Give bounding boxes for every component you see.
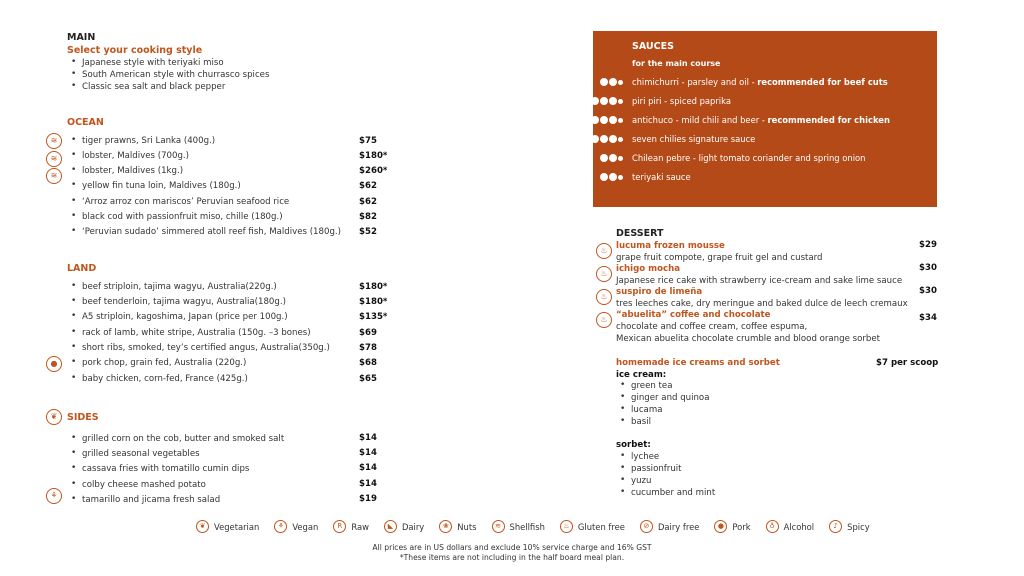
- sauce-text: Chilean pebre - light tomato coriander and spring onion: [632, 153, 866, 163]
- land-item-name: • pork chop, grain fed, Australia (220g.): [82, 358, 246, 368]
- ocean-item-price: $52: [359, 227, 377, 237]
- sorbet-flavor: • yuzu: [631, 476, 652, 486]
- sauce-text: seven chilies signature sauce: [632, 134, 756, 144]
- dessert-item-name: ichigo mocha: [616, 264, 681, 274]
- land-item-price: $68: [359, 358, 377, 368]
- land-item-name: • beef striploin, tajima wagyu, Australia(220g.): [82, 282, 277, 292]
- land-item-price: $65: [359, 374, 377, 384]
- sides-title: SIDES: [67, 412, 99, 423]
- sauce-item: [593, 115, 937, 127]
- land-item-name: • short ribs, smoked, tey’s certified angus, Australia(350g.): [82, 343, 330, 353]
- sauce-recommendation: recommended for chicken: [767, 115, 890, 125]
- sauce-item: [593, 172, 937, 184]
- dessert-item-name: suspiro de limeña: [616, 287, 703, 297]
- ocean-item-price: $180*: [359, 151, 388, 161]
- cooking-style-item: • Japanese style with teriyaki miso: [82, 58, 224, 68]
- icecream-flavor: • lucama: [631, 405, 662, 415]
- land-item-price: $180*: [359, 297, 388, 307]
- cheese-icon: ◣: [384, 520, 397, 533]
- legend-item-vegan: ⚘ Vegan: [274, 520, 318, 533]
- icecream-flavor: • basil: [631, 417, 651, 427]
- meal-plan-note: *These items are not including in the half board meal plan.: [399, 553, 625, 562]
- icecream-price: $7 per scoop: [876, 358, 939, 368]
- sauce-text: teriyaki sauce: [632, 172, 691, 182]
- leaf-icon: ❦: [196, 520, 209, 533]
- legend-item-dairy: ◣ Dairy: [384, 520, 424, 533]
- allergen-icons: [600, 154, 623, 162]
- price-disclaimer: All prices are in US dollars and exclude 10% service charge and 16% GST: [372, 543, 652, 552]
- allergen-icons: [591, 116, 623, 124]
- sides-item-name: • cassava fries with tomatillo cumin dips: [82, 464, 249, 474]
- sauce-item: [593, 134, 937, 146]
- dessert-item-price: $34: [919, 313, 937, 323]
- dairy-free-icon: ⊘: [640, 520, 653, 533]
- sorbet-flavor: • passionfruit: [631, 464, 682, 474]
- allergen-icons: [600, 78, 623, 86]
- dessert-item-desc: tres leeches cake, dry meringue and baked dulce de leech cremaux: [616, 299, 908, 309]
- land-item-price: $78: [359, 343, 377, 353]
- dessert-item-desc: Mexican abuelita chocolate crumble and blood orange sorbet: [616, 334, 880, 344]
- cooking-style-item: • South American style with churrasco spices: [82, 70, 269, 80]
- chili-icon: ♪: [829, 520, 842, 533]
- dessert-item-price: $29: [919, 240, 937, 250]
- icecream-flavor: • green tea: [631, 381, 672, 391]
- sauce-text: piri piri - spiced paprika: [632, 96, 731, 106]
- ocean-item-price: $62: [359, 197, 377, 207]
- pork-icon: ●: [714, 520, 727, 533]
- shell-icon: ≋: [46, 151, 62, 167]
- ocean-item-name: • lobster, Maldives (700g.): [82, 151, 189, 161]
- ocean-item-name: • yellow fin tuna loin, Maldives (180g.): [82, 181, 241, 191]
- ocean-item-price: $82: [359, 212, 377, 222]
- legend-item-shellfish: ≋ Shellfish: [492, 520, 545, 533]
- gluten-free-icon: ♨: [596, 312, 612, 328]
- ocean-item-price: $62: [359, 181, 377, 191]
- shell-icon: ≋: [492, 520, 505, 533]
- dessert-item-desc: grape fruit compote, grape fruit gel and custard: [616, 253, 823, 263]
- sprout-icon: ⚘: [274, 520, 287, 533]
- sauces-title: SAUCES: [632, 41, 674, 52]
- land-item-name: • baby chicken, corn-fed, France (425g.): [82, 374, 248, 384]
- allergen-icons: [600, 173, 623, 181]
- gluten-free-icon: ♨: [560, 520, 573, 533]
- icecream-flavor: • ginger and quinoa: [631, 393, 709, 403]
- dessert-item-price: $30: [919, 263, 937, 273]
- allergen-icons: [591, 135, 623, 143]
- shell-icon: ≋: [46, 168, 62, 184]
- dessert-item-desc: chocolate and coffee cream, coffee espuma,: [616, 322, 808, 332]
- leaf-icon: ❦: [46, 409, 62, 425]
- dessert-item-name: lucuma frozen mousse: [616, 241, 725, 251]
- legend-item-alcohol: ♁ Alcohol: [766, 520, 815, 533]
- sides-item-name: • grilled seasonal vegetables: [82, 449, 200, 459]
- sides-item-name: • grilled corn on the cob, butter and smoked salt: [82, 434, 284, 444]
- legend-item-raw: R Raw: [333, 520, 369, 533]
- land-item-price: $69: [359, 328, 377, 338]
- legend-item-vegetarian: ❦ Vegetarian: [196, 520, 259, 533]
- land-item-name: • A5 striploin, kagoshima, Japan (price per 100g.): [82, 312, 288, 322]
- cooking-style-item: • Classic sea salt and black pepper: [82, 82, 225, 92]
- sorbet-flavor: • cucumber and mint: [631, 488, 715, 498]
- allergen-icons: [591, 97, 623, 105]
- ocean-item-price: $75: [359, 136, 377, 146]
- dietary-legend: [196, 520, 880, 533]
- dessert-item-price: $30: [919, 286, 937, 296]
- nut-icon: ❀: [439, 520, 452, 533]
- shell-icon: ≋: [46, 133, 62, 149]
- ocean-item-price: $260*: [359, 166, 388, 176]
- legend-item-spicy: ♪ Spicy: [829, 520, 870, 533]
- sauce-item: [593, 77, 937, 89]
- legend-item-gluten-free: ♨ Gluten free: [560, 520, 625, 533]
- sorbet-label: sorbet:: [616, 440, 651, 450]
- sides-item-name: • colby cheese mashed potato: [82, 480, 206, 490]
- raw-icon: R: [333, 520, 346, 533]
- icecream-title: homemade ice creams and sorbet: [616, 358, 780, 368]
- pork-icon: ●: [46, 356, 62, 372]
- ocean-item-name: • ‘Peruvian sudado’ simmered atoll reef fish, Maldives (180g.): [82, 227, 341, 237]
- sauce-item: [593, 96, 937, 108]
- sauces-panel: [593, 31, 937, 207]
- ocean-item-name: • ‘Arroz arroz con mariscos’ Peruvian seafood rice: [82, 197, 289, 207]
- land-item-name: • beef tenderloin, tajima wagyu, Australia(180g.): [82, 297, 286, 307]
- land-title: LAND: [67, 263, 97, 274]
- sprout-icon: ⚘: [46, 488, 62, 504]
- gluten-free-icon: ♨: [596, 266, 612, 282]
- ocean-item-name: • lobster, Maldives (1kg.): [82, 166, 183, 176]
- gluten-free-icon: ♨: [596, 243, 612, 259]
- bottle-icon: ♁: [766, 520, 779, 533]
- ocean-title: OCEAN: [67, 117, 104, 128]
- dessert-item-desc: Japanese rice cake with strawberry ice-cream and sake lime sauce: [616, 276, 903, 286]
- sides-item-price: $14: [359, 433, 377, 443]
- main-title: MAIN: [67, 32, 96, 43]
- icecream-label: ice cream:: [616, 370, 667, 380]
- legend-item-pork: ● Pork: [714, 520, 750, 533]
- legend-item-dairy-free: ⊘ Dairy free: [640, 520, 699, 533]
- gluten-free-icon: ♨: [596, 289, 612, 305]
- sides-item-price: $14: [359, 479, 377, 489]
- sauces-subtitle: for the main course: [632, 59, 721, 68]
- dessert-item-name: “abuelita” coffee and chocolate: [616, 310, 771, 320]
- ocean-item-name: • black cod with passionfruit miso, chille (180g.): [82, 212, 283, 222]
- ocean-item-name: • tiger prawns, Sri Lanka (400g.): [82, 136, 215, 146]
- legend-item-nuts: ❀ Nuts: [439, 520, 476, 533]
- sides-item-price: $19: [359, 494, 377, 504]
- sorbet-flavor: • lychee: [631, 452, 659, 462]
- sides-item-price: $14: [359, 463, 377, 473]
- land-item-price: $180*: [359, 282, 388, 292]
- sauce-text: chimichurri - parsley and oil -: [632, 77, 758, 87]
- cooking-style-title: Select your cooking style: [67, 45, 203, 56]
- sauce-recommendation: recommended for beef cuts: [757, 77, 888, 87]
- dessert-title: DESSERT: [616, 228, 664, 239]
- sides-item-price: $14: [359, 448, 377, 458]
- land-item-price: $135*: [359, 312, 388, 322]
- sides-item-name: • tamarillo and jicama fresh salad: [82, 495, 220, 505]
- land-item-name: • rack of lamb, white stripe, Australia (150g. –3 bones): [82, 328, 311, 338]
- sauce-item: [593, 153, 937, 165]
- sauce-text: antichuco - mild chili and beer -: [632, 115, 768, 125]
